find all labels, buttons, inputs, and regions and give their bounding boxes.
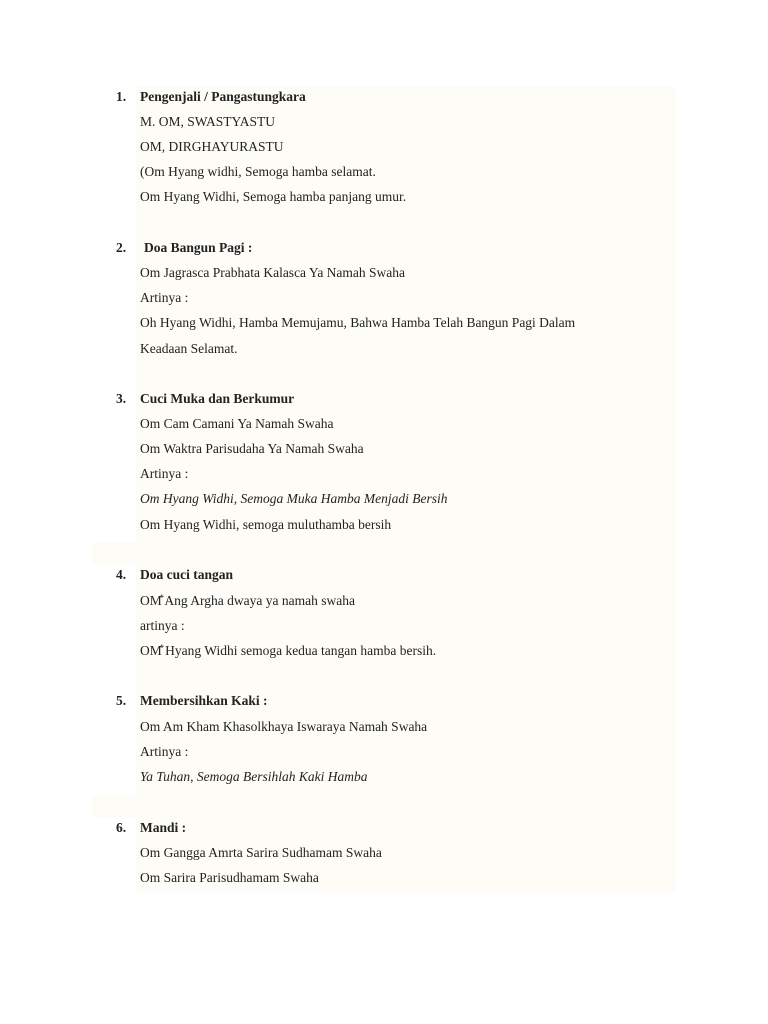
list-number: 2. <box>116 240 127 255</box>
text-line: Om Hyang Widhi, Semoga hamba panjang umur. <box>140 189 407 204</box>
section-heading: Membersihkan Kaki : <box>140 693 268 708</box>
text-line: OM̐ Hyang Widhi semoga kedua tangan hamba bersih. <box>140 643 437 658</box>
text-line: Artinya : <box>140 744 189 759</box>
text-line: Om Jagrasca Prabhata Kalasca Ya Namah Swaha <box>140 265 406 280</box>
text-line: Om Cam Camani Ya Namah Swaha <box>140 416 334 431</box>
text-line: OM, DIRGHAYURASTU <box>140 139 284 154</box>
text-line: (Om Hyang widhi, Semoga hamba selamat. <box>140 164 376 179</box>
text-line: OM̐ Ang Argha dwaya ya namah swaha <box>140 593 355 608</box>
text-line-italic: Ya Tuhan, Semoga Bersihlah Kaki Hamba <box>140 769 368 784</box>
section-heading: Doa Bangun Pagi : <box>144 240 253 255</box>
list-number: 6. <box>116 820 127 835</box>
section-heading: Doa cuci tangan <box>140 567 234 582</box>
list-number: 5. <box>116 693 127 708</box>
list-number: 3. <box>116 391 127 406</box>
section-heading: Mandi : <box>140 820 187 835</box>
content-panel-band <box>92 796 136 818</box>
section-heading: Cuci Muka dan Berkumur <box>140 391 295 406</box>
content-panel-band <box>92 542 136 564</box>
text-line: Om Am Kham Khasolkhaya Iswaraya Namah Swaha <box>140 719 428 734</box>
text-line: Om Gangga Amrta Sarira Sudhamam Swaha <box>140 845 382 860</box>
text-line: Oh Hyang Widhi, Hamba Memujamu, Bahwa Hamba Telah Bangun Pagi Dalam <box>140 315 576 330</box>
list-number: 1. <box>116 89 127 104</box>
text-line: Artinya : <box>140 466 189 481</box>
text-line: Keadaan Selamat. <box>140 341 238 356</box>
text-line: Om Hyang Widhi, semoga muluthamba bersih <box>140 517 392 532</box>
text-line: Om Sarira Parisudhamam Swaha <box>140 870 319 885</box>
section-heading: Pengenjali / Pangastungkara <box>140 89 306 104</box>
text-line: Artinya : <box>140 290 189 305</box>
text-line: M. OM, SWASTYASTU <box>140 114 276 129</box>
text-line: Om Waktra Parisudaha Ya Namah Swaha <box>140 441 364 456</box>
list-number: 4. <box>116 567 127 582</box>
text-line: artinya : <box>140 618 185 633</box>
text-line-italic: Om Hyang Widhi, Semoga Muka Hamba Menjadi Bersih <box>140 491 448 506</box>
